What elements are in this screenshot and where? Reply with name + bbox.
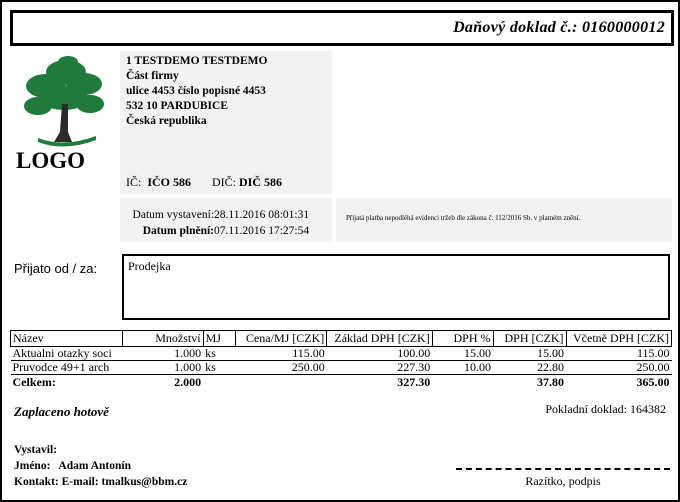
cell-vat-base: 100.00: [397, 346, 431, 360]
items-table: [10, 330, 672, 390]
company-name: 1 TESTDEMO TESTDEMO: [126, 55, 268, 67]
cash-receipt-number: Pokladní doklad: 164382: [545, 402, 666, 416]
document-header: [10, 10, 674, 46]
issued-date-value: 28.11.2016 08:01:31: [214, 209, 310, 221]
cell-unit-price: 115.00: [292, 346, 325, 360]
document-title: Daňový doklad č.: 0160000012: [453, 19, 665, 36]
col-header-vat-rate: DPH %: [432, 331, 493, 347]
company-division: Část firmy: [126, 70, 179, 82]
dates-panel: [120, 198, 332, 242]
issuer-name-value: Adam Antonín: [58, 460, 131, 472]
cell-name: Aktualni otazky soci: [12, 346, 112, 360]
received-box: [122, 254, 670, 320]
total-incl: 365.00: [566, 375, 671, 390]
received-value: Prodejka: [128, 259, 171, 273]
issuer-contact-label: Kontakt:: [14, 476, 59, 488]
issued-date-label: Datum vystavení:: [132, 209, 214, 221]
dic-label: DIČ:: [212, 175, 237, 189]
issued-by-label: Vystavil:: [14, 444, 58, 456]
total-vat-base: 327.30: [327, 375, 432, 390]
ic-value: IČO 586: [147, 175, 192, 189]
cell-vat-amount: 15.00: [537, 346, 565, 360]
col-header-unit-price: Cena/MJ [CZK]: [236, 331, 327, 347]
signature-label: Razítko, podpis: [525, 474, 601, 488]
cell-total-incl: 250.00: [566, 361, 671, 375]
company-ids: [126, 175, 282, 190]
dic-value: DIČ 586: [239, 175, 283, 189]
col-header-vat-base: Základ DPH [CZK]: [327, 331, 432, 347]
cell-quantity: 1.000: [122, 361, 203, 375]
issuer-name-label: Jméno:: [14, 460, 51, 472]
cell-vat-base: 227.30: [327, 361, 432, 375]
col-header-name: Název: [11, 331, 123, 347]
table-row: [11, 361, 672, 375]
ic-label: IČ:: [126, 175, 142, 189]
cell-vat-rate: 10.00: [432, 361, 493, 375]
company-street: ulice 4453 číslo popisné 4453: [126, 85, 266, 97]
table-total-row: [11, 375, 672, 390]
table-row: [11, 347, 672, 361]
cell-unit-price: 250.00: [236, 361, 327, 375]
cell-quantity: 1.000: [174, 346, 202, 360]
company-panel: [120, 51, 332, 194]
eet-note: Přijatá platba nepodléhá evidenci tržeb dle zákona č. 112/2016 Sb. v platném znění.: [336, 198, 672, 242]
company-country: Česká republika: [126, 115, 207, 127]
cell-name: Pruvodce 49+1 arch: [11, 361, 123, 375]
cell-unit: ks: [203, 361, 235, 375]
table-header-row: [11, 331, 672, 347]
logo-text: LOGO: [16, 148, 86, 173]
col-header-quantity: Množství: [122, 331, 203, 347]
payment-status: Zaplaceno hotově: [14, 404, 109, 419]
fulfilled-date-value: 07.11.2016 17:27:54: [214, 225, 310, 237]
cell-vat-rate: 15.00: [464, 346, 492, 360]
total-vat-amount: 37.80: [493, 375, 566, 390]
cell-vat-amount: 22.80: [493, 361, 566, 375]
issuer-info: [14, 442, 187, 490]
fulfilled-date-label: Datum plnění:: [142, 225, 214, 237]
total-quantity: 2.000: [122, 375, 203, 390]
cell-unit: ks: [205, 346, 216, 360]
col-header-total-incl: Včetně DPH [CZK]: [566, 331, 671, 347]
signature-line: [456, 468, 670, 470]
col-header-unit: MJ: [203, 331, 235, 347]
issuer-contact-value: E-mail: tmalkus@bbm.cz: [61, 476, 188, 488]
company-city: 532 10 PARDUBICE: [126, 100, 229, 112]
cell-total-incl: 115.00: [636, 346, 670, 360]
received-label: Přijato od / za:: [14, 261, 98, 276]
col-header-vat-amount: DPH [CZK]: [493, 331, 566, 347]
total-label: Celkem:: [11, 375, 123, 390]
